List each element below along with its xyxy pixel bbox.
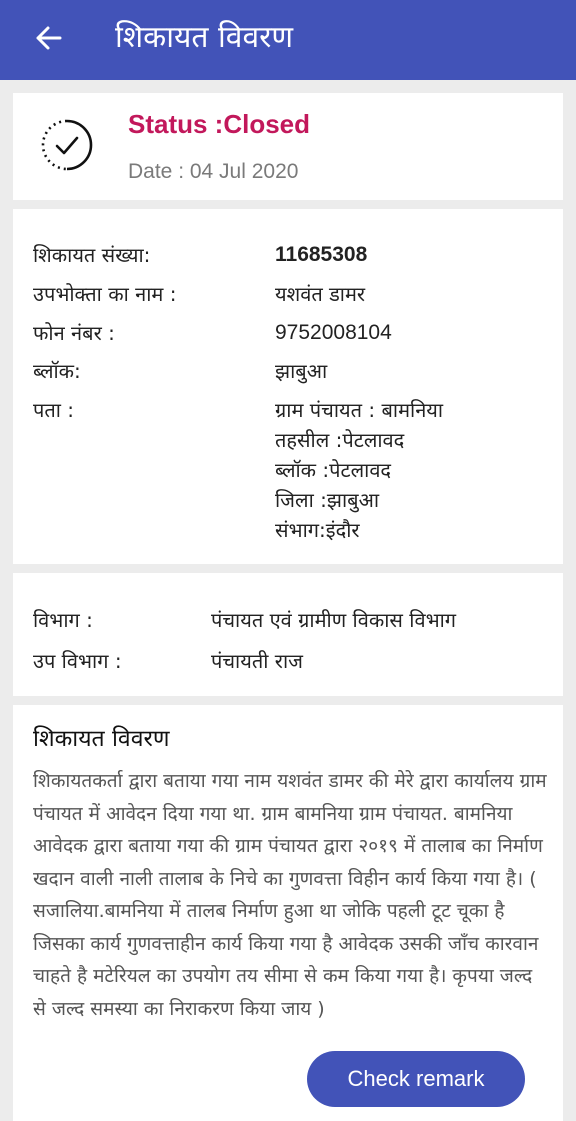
sub-department-value: पंचायती राज [211, 649, 303, 673]
complaint-info-card [13, 209, 563, 564]
description-body: शिकायतकर्ता द्वारा बताया गया नाम यशवंत डामर की मेरे द्वारा कार्यालय ग्राम पंचायत में आवेदन दिया गया था. ग्राम बामनिया ग्राम पंचायत. बामनिया आवेदक द्वारा बताया गया की ग्राम पंचायत द्वारा २०१९ में तालाब का निर्माण खदान वाली नाली तालाब के निचे का गुणवत्ता विहीन कार्य किया गया है। ( सजालिया.बामनिया में तालब निर्माण हुआ था जोकि पहली टूट चूका है जिसका कार्य गुणवत्ताहीन कार्य किया गया है आवेदक उसकी जाँच कारवान चाहते है मटेरियल का उपयोग तय सीमा से कम किया गया है। कृपया जल्द से जल्द समस्या का निराकरण किया जाय ) [33, 770, 547, 1020]
complaint-number-value: 11685308 [275, 243, 368, 266]
description-card [13, 705, 563, 1121]
status-label: Status :Closed [128, 109, 311, 139]
block-value: झाबुआ [275, 359, 328, 383]
phone-label: फोन नंबर : [33, 321, 115, 345]
address-line: तहसील :पेटलावद [275, 428, 405, 452]
address-line: ब्लॉक :पेटलावद [275, 458, 392, 482]
clock-check-icon [39, 117, 95, 173]
department-card [13, 573, 563, 696]
department-value: पंचायत एवं ग्रामीण विकास विभाग [211, 608, 457, 632]
complaint-number-label: शिकायत संख्या: [33, 243, 151, 267]
consumer-name-label: उपभोक्ता का नाम : [33, 282, 177, 306]
app-bar [0, 0, 576, 80]
sub-department-label: उप विभाग : [33, 649, 122, 673]
consumer-name-value: यशवंत डामर [275, 282, 366, 306]
back-button[interactable] [28, 18, 68, 58]
page-title: शिकायत विवरण [115, 20, 294, 55]
check-remark-button[interactable]: Check remark [307, 1051, 525, 1107]
address-line: जिला :झाबुआ [275, 488, 380, 512]
department-label: विभाग : [33, 608, 93, 632]
block-label: ब्लॉक: [33, 359, 81, 383]
status-date: Date : 04 Jul 2020 [128, 160, 299, 183]
phone-value: 9752008104 [275, 321, 392, 344]
address-label: पता : [33, 398, 75, 422]
description-heading: शिकायत विवरण [33, 726, 170, 752]
status-card [13, 93, 563, 200]
address-line: संभाग:इंदौर [275, 518, 360, 542]
address-line: ग्राम पंचायत : बामनिया [275, 398, 444, 422]
arrow-left-icon [34, 24, 62, 52]
